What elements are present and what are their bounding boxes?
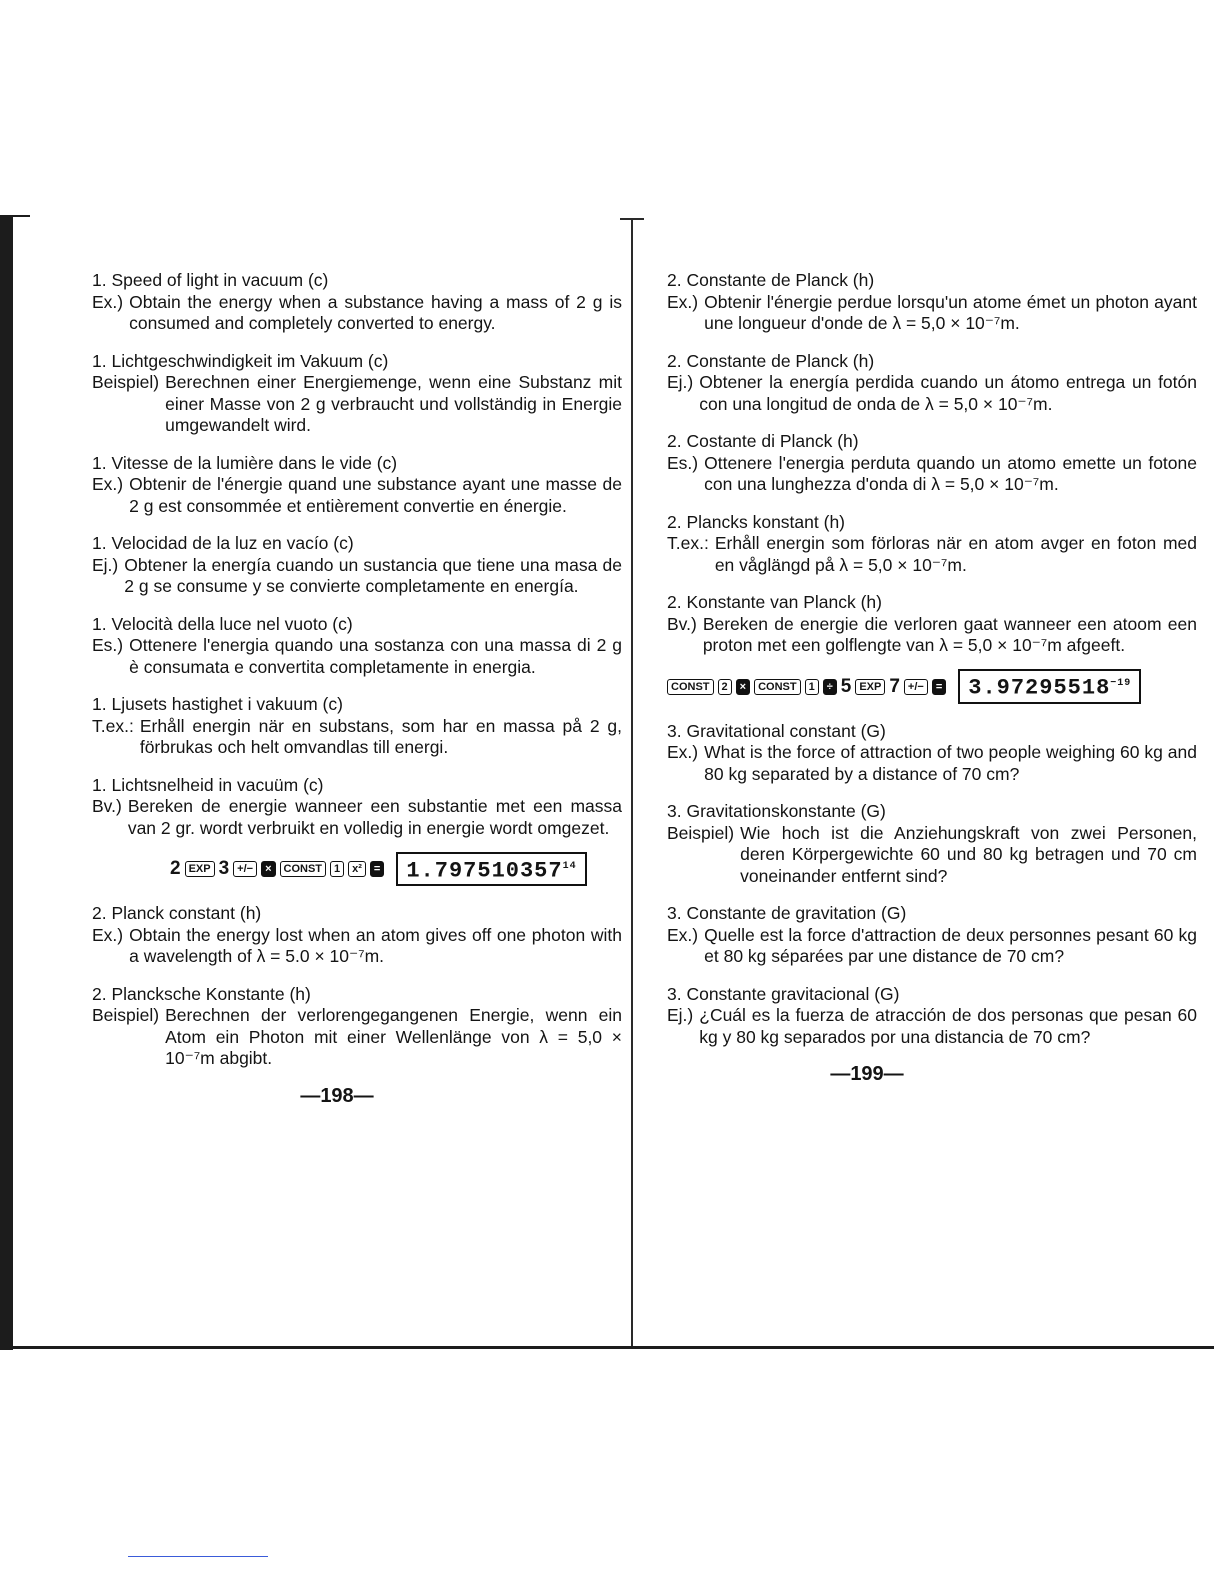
example-heading: 2. Costante di Planck (h) (667, 431, 859, 451)
example-block (667, 431, 1197, 496)
result-exponent: −19 (1110, 678, 1132, 690)
example-body (92, 716, 622, 759)
example-heading: 1. Velocità della luce nel vuoto (c) (92, 613, 353, 634)
example-body (92, 372, 622, 437)
example-text: What is the force of attraction of two people weighing 60 kg and 80 kg separated by a distance of 70 cm? (704, 742, 1197, 784)
crop-mark-left (0, 215, 30, 217)
example-text: Erhåll energin när en substans, som har en massa på 2 g, förbrukas och helt omvandlas till energi. (139, 715, 622, 757)
example-body (667, 372, 1197, 415)
example-block (92, 694, 622, 759)
crop-mark-center (620, 218, 644, 220)
const-key-icon: CONST (754, 679, 801, 695)
result-mantissa: 3.97295518 (968, 675, 1111, 701)
key-3: 3 (218, 858, 230, 880)
keystroke-sequence-right (667, 673, 1197, 701)
example-block (667, 592, 1197, 657)
key-2-icon: 2 (718, 679, 732, 695)
equals-key-icon: = (370, 861, 384, 877)
example-body (92, 925, 622, 968)
bottom-rule (10, 1346, 1214, 1349)
right-examples-2 (667, 721, 1197, 1049)
const-key-icon: CONST (667, 679, 714, 695)
left-examples (92, 270, 622, 839)
left-page (92, 270, 622, 1107)
result-display (396, 852, 586, 886)
example-block (667, 512, 1197, 577)
example-label: Ex.) (92, 924, 124, 945)
example-label: Ex.) (667, 742, 699, 762)
example-body (667, 742, 1197, 785)
keystroke-sequence-left (92, 855, 622, 883)
example-block (92, 614, 622, 679)
example-heading: 2. Konstante van Planck (h) (667, 592, 882, 612)
example-text: Obtenir de l'énergie quand une substance ayant une masse de 2 g est consommée et entièrement convertie en énergie. (129, 474, 622, 516)
example-label: Beispiel) (92, 1005, 160, 1025)
example-block (92, 351, 622, 437)
example-heading: 2. Planck constant (h) (92, 903, 262, 923)
result-mantissa: 1.797510357 (406, 858, 563, 884)
example-body (667, 823, 1197, 888)
key-5: 5 (840, 675, 852, 697)
example-block (667, 351, 1197, 416)
example-text: Berechnen einer Energiemenge, wenn eine Substanz mit einer Masse von 2 g verbraucht und vollständig in Energie umgewandelt wird. (165, 372, 622, 435)
equals-key-icon: = (932, 679, 946, 695)
square-key-icon: x² (348, 861, 366, 877)
example-heading: 3. Constante de gravitation (G) (667, 903, 907, 923)
plus-minus-key-icon: +/− (904, 679, 928, 695)
binding-edge (0, 215, 13, 1350)
example-block (667, 984, 1197, 1049)
example-label: Bv.) (92, 796, 122, 816)
example-label: Es.) (92, 635, 124, 655)
footer-link-line (128, 1556, 268, 1557)
example-body (92, 635, 622, 678)
example-label: Ex.) (667, 291, 699, 312)
left-examples-2 (92, 903, 622, 1070)
example-heading: 3. Gravitational constant (G) (667, 720, 886, 741)
example-label: Beispiel) (92, 372, 160, 392)
example-block (92, 903, 622, 968)
gutter-rule (631, 218, 633, 1348)
example-body (92, 292, 622, 335)
example-heading: 1. Vitesse de la lumière dans le vide (c) (92, 452, 398, 473)
example-label: Ej.) (667, 372, 694, 392)
example-block (667, 270, 1197, 335)
result-exponent: 14 (562, 860, 577, 872)
divide-key-icon: ÷ (823, 679, 837, 695)
example-heading: 1. Speed of light in vacuum (c) (92, 270, 329, 290)
example-heading: 2. Plancksche Konstante (h) (92, 983, 311, 1004)
example-block (92, 533, 622, 598)
plus-minus-key-icon: +/− (233, 861, 257, 877)
example-label: Ej.) (667, 1005, 694, 1025)
example-heading: 2. Plancks konstant (h) (667, 511, 845, 532)
example-block (92, 984, 622, 1070)
example-heading: 2. Constante de Planck (h) (667, 350, 875, 371)
example-heading: 3. Constante gravitacional (G) (667, 983, 900, 1004)
example-body (92, 1005, 622, 1070)
example-text: Quelle est la force d'attraction de deux personnes pesant 60 kg et 80 kg séparées par une distance de 70 cm? (704, 924, 1197, 966)
example-text: Obtain the energy when a substance having a mass of 2 g is consumed and completely converted to energy. (129, 291, 622, 333)
multiply-key-icon: × (261, 861, 275, 877)
example-text: Ottenere l'energia quando una sostanza con una massa di 2 g è consumata e convertita completamente in energia. (129, 635, 622, 677)
example-heading: 1. Velocidad de la luz en vacío (c) (92, 533, 354, 553)
example-text: Obtain the energy lost when an atom gives off one photon with a wavelength of λ = 5.0 × 10⁻⁷m. (129, 924, 622, 966)
example-block (92, 453, 622, 518)
page-number: —199— (830, 1063, 904, 1085)
multiply-key-icon: × (736, 679, 750, 695)
example-body (667, 292, 1197, 335)
example-label: Beispiel) (667, 822, 735, 843)
key-2: 2 (170, 858, 181, 880)
example-body (92, 474, 622, 517)
const-key-icon: CONST (280, 861, 327, 877)
right-examples (667, 270, 1197, 657)
example-heading: 2. Constante de Planck (h) (667, 270, 875, 290)
example-block (667, 721, 1197, 786)
result-display (958, 669, 1141, 703)
example-text: Berechnen der verlorengegangenen Energie, wenn ein Atom ein Photon mit einer Wellenlänge von λ = 5,0 × 10⁻⁷m abgibt. (165, 1005, 622, 1068)
key-1-icon: 1 (805, 679, 819, 695)
example-heading: 1. Ljusets hastighet i vakuum (c) (92, 694, 343, 714)
example-block (667, 801, 1197, 887)
key-7: 7 (889, 675, 900, 697)
example-heading: 3. Gravitationskonstante (G) (667, 801, 886, 821)
example-body (667, 453, 1197, 496)
key-1-icon: 1 (330, 861, 344, 877)
example-body (92, 555, 622, 598)
example-text: Obtenir l'énergie perdue lorsqu'un atome émet un photon ayant une longueur d'onde de λ = 5,0 × 10⁻⁷m. (704, 291, 1197, 333)
example-body (667, 925, 1197, 968)
example-label: Ex.) (92, 474, 124, 494)
example-label: Ej.) (92, 554, 119, 575)
example-body (92, 796, 622, 839)
example-body (667, 533, 1197, 576)
example-text: Bereken de energie wanneer een substantie met een massa van 2 gr. wordt verbruikt en volledig in energie wordt omgezet. (127, 796, 622, 838)
example-text: Obtener la energía cuando un sustancia que tiene una masa de 2 g se consume y se convierte completamente en energía. (124, 554, 622, 596)
example-text: Ottenere l'energia perduta quando un atomo emette un fotone con una lunghezza d'onda di λ = 5,0 × 10⁻⁷m. (704, 452, 1197, 494)
example-label: Ex.) (92, 291, 124, 312)
example-heading: 1. Lichtgeschwindigkeit im Vakuum (c) (92, 350, 389, 371)
example-text: Obtener la energía perdida cuando un átomo entrega un fotón con una longitud de onda de λ = 5,0 × 10⁻⁷m. (699, 372, 1197, 414)
example-text: Wie hoch ist die Anziehungskraft von zwei Personen, deren Körpergewichte 60 und 80 kg betragen und 70 cm voneinander entfernt sind? (740, 822, 1197, 886)
example-body (667, 614, 1197, 657)
example-text: Erhåll energin som förloras när en atom avger en foton med en våglängd på λ = 5,0 × 10⁻⁷m. (714, 533, 1197, 575)
example-text: ¿Cuál es la fuerza de atracción de dos personas que pesan 60 kg y 80 kg separados por una distancia de 70 cm? (699, 1005, 1197, 1047)
example-text: Bereken de energie die verloren gaat wanneer een atoom een proton met een golflengte van λ = 5,0 × 10⁻⁷m afgeeft. (702, 613, 1197, 655)
example-block (92, 270, 622, 335)
example-block (92, 775, 622, 840)
exp-key-icon: EXP (855, 679, 885, 695)
right-page (667, 270, 1197, 1086)
exp-key-icon: EXP (185, 861, 215, 877)
example-label: T.ex.: (92, 715, 134, 736)
example-label: Bv.) (667, 613, 697, 634)
example-label: T.ex.: (667, 533, 709, 553)
page-number: —198— (300, 1084, 374, 1107)
example-label: Es.) (667, 452, 699, 473)
example-block (667, 903, 1197, 968)
example-body (667, 1005, 1197, 1048)
example-label: Ex.) (667, 924, 699, 945)
example-heading: 1. Lichtsnelheid in vacuüm (c) (92, 774, 324, 795)
